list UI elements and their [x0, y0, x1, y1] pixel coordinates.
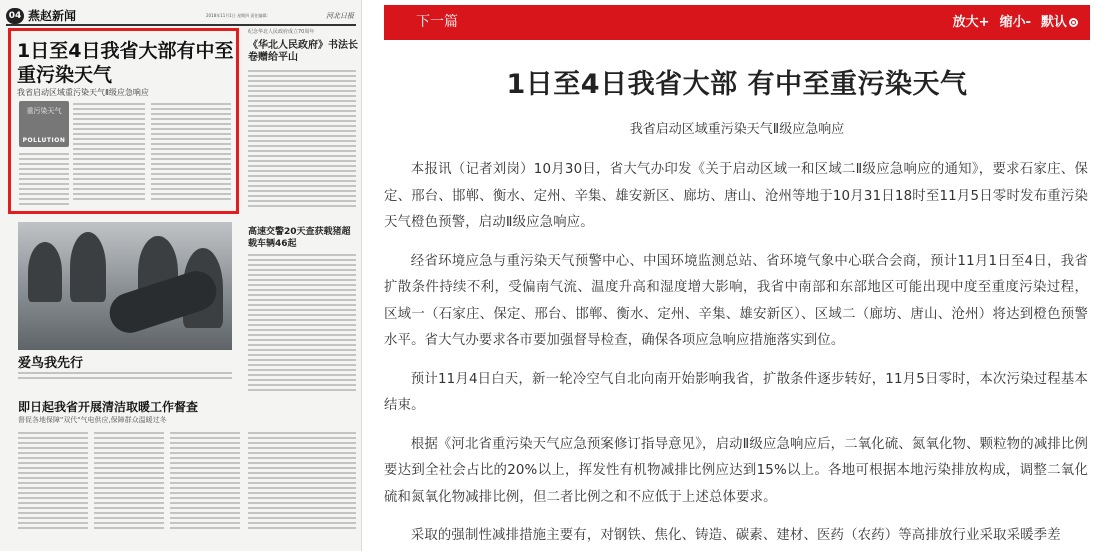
news-photo[interactable]: [18, 222, 232, 350]
zoom-in-button[interactable]: 放大+: [952, 15, 990, 30]
photo-figure: [28, 242, 62, 302]
zoom-out-button[interactable]: 缩小-: [999, 15, 1031, 30]
story3-text: [94, 432, 164, 532]
section-name: 燕赵新闻: [28, 9, 77, 23]
lead-column-text: [73, 103, 145, 203]
lead-headline: 1日至4日我省大部有中至重污染天气: [17, 40, 234, 86]
article-paragraph: 采取的强制性减排措施主要有，对钢铁、焦化、铸造、碳素、建材、医药（农药）等高排放行业采取采暖季差: [410, 528, 1061, 543]
article-subtitle: 我省启动区域重污染天气Ⅱ级应急响应: [629, 122, 845, 137]
article-paragraph: 经省环境应急与重污染天气预警中心、中国环境监测总站、省环境气象中心联合会商，预计11月1日至4日，我省扩散条件持续不利，受偏南气流、温度升高和湿度增大影响，我省中南部和东部地区可能出现中度至重度污染过程，区域一（石家庄、保定、邢台、邯郸、衡水、定州、辛集、雄安新区）、区域二（廊坊、唐山、沧州）将达到橙色预警水平。省大气办要求各市要加强督导检查，确保各项应急响应措施落实到位。: [384, 253, 1088, 348]
article-title: 1日至4日我省大部 有中至重污染天气: [506, 69, 968, 100]
photo-caption-text: [18, 372, 232, 382]
article-body: [384, 157, 1090, 551]
story3-text: [248, 432, 356, 532]
story3-text: [18, 432, 88, 532]
article-reader: [384, 0, 1090, 551]
article-toolbar: [384, 5, 1090, 40]
photo-figure: [70, 232, 106, 302]
highlighted-lead-story[interactable]: [8, 28, 239, 214]
article-paragraph: 根据《河北省重污染天气应急预案修订指导意见》，启动Ⅱ级应急响应后，二氧化硫、氮氧化物、颗粒物的减排比例要达到全社会占比的20%以上，挥发性有机物减排比例应达到15%以上。各地可根据本地污染排放构成，调整二氧化硫和氮氧化物减排比例，但二者比例之和不应低于上述总体要求。: [384, 436, 1088, 505]
pollution-badge-icon: [19, 101, 69, 147]
badge-label: POLLUTION: [22, 137, 66, 144]
story3-title[interactable]: 即日起我省开展清洁取暖工作督查: [18, 400, 199, 414]
next-article-link[interactable]: 下一篇: [416, 14, 458, 30]
font-size-controls: [953, 5, 1078, 40]
lead-column-text: [151, 103, 231, 203]
reset-label: 默认: [1040, 15, 1067, 30]
reset-font-button[interactable]: [1041, 5, 1078, 40]
page-number: 04: [6, 8, 24, 24]
article-paragraph: 本报讯（记者刘岗）10月30日，省大气办印发《关于启动区域一和区域二Ⅱ级应急响应的通知》，要求石家庄、保定、邢台、邯郸、衡水、定州、辛集、雄安新区、廊坊、唐山、沧州等地于10月31日18时至11月5日零时发布重污染天气橙色预警，启动Ⅱ级应急响应。: [384, 162, 1089, 230]
badge-text: 重污染天气: [26, 107, 62, 115]
dateline: 2018年11月1日 星期四 责任编辑:: [206, 13, 268, 18]
lead-subheadline: 我省启动区域重污染天气Ⅱ级应急响应: [17, 88, 149, 97]
newspaper-page[interactable]: [0, 0, 362, 551]
story2-text: [248, 254, 356, 394]
story2-title[interactable]: 高速交警20天查获载猪超载车辆46起: [248, 227, 351, 249]
side-story-title[interactable]: 《华北人民政府》书法长卷赠给平山: [248, 40, 358, 63]
article-paragraph: 预计11月4日白天，新一轮冷空气自北向南开始影响我省，扩散条件逐步转好，11月5日零时，本次污染过程基本结束。: [384, 371, 1088, 413]
newspaper-masthead: [6, 8, 356, 26]
side-story-kicker: 纪念华北人民政府成立70周年: [248, 29, 315, 35]
newspaper-logo: 河北日报: [326, 12, 354, 20]
story3-subtitle: 督促各地保障"双代"气电供应,保障群众温暖过冬: [18, 416, 167, 424]
story3-text: [170, 432, 240, 532]
lead-column-text: [19, 153, 69, 208]
photo-caption: 爱鸟我先行: [18, 356, 84, 371]
side-story-text: [248, 70, 356, 210]
reset-circle-icon: [1069, 18, 1078, 27]
